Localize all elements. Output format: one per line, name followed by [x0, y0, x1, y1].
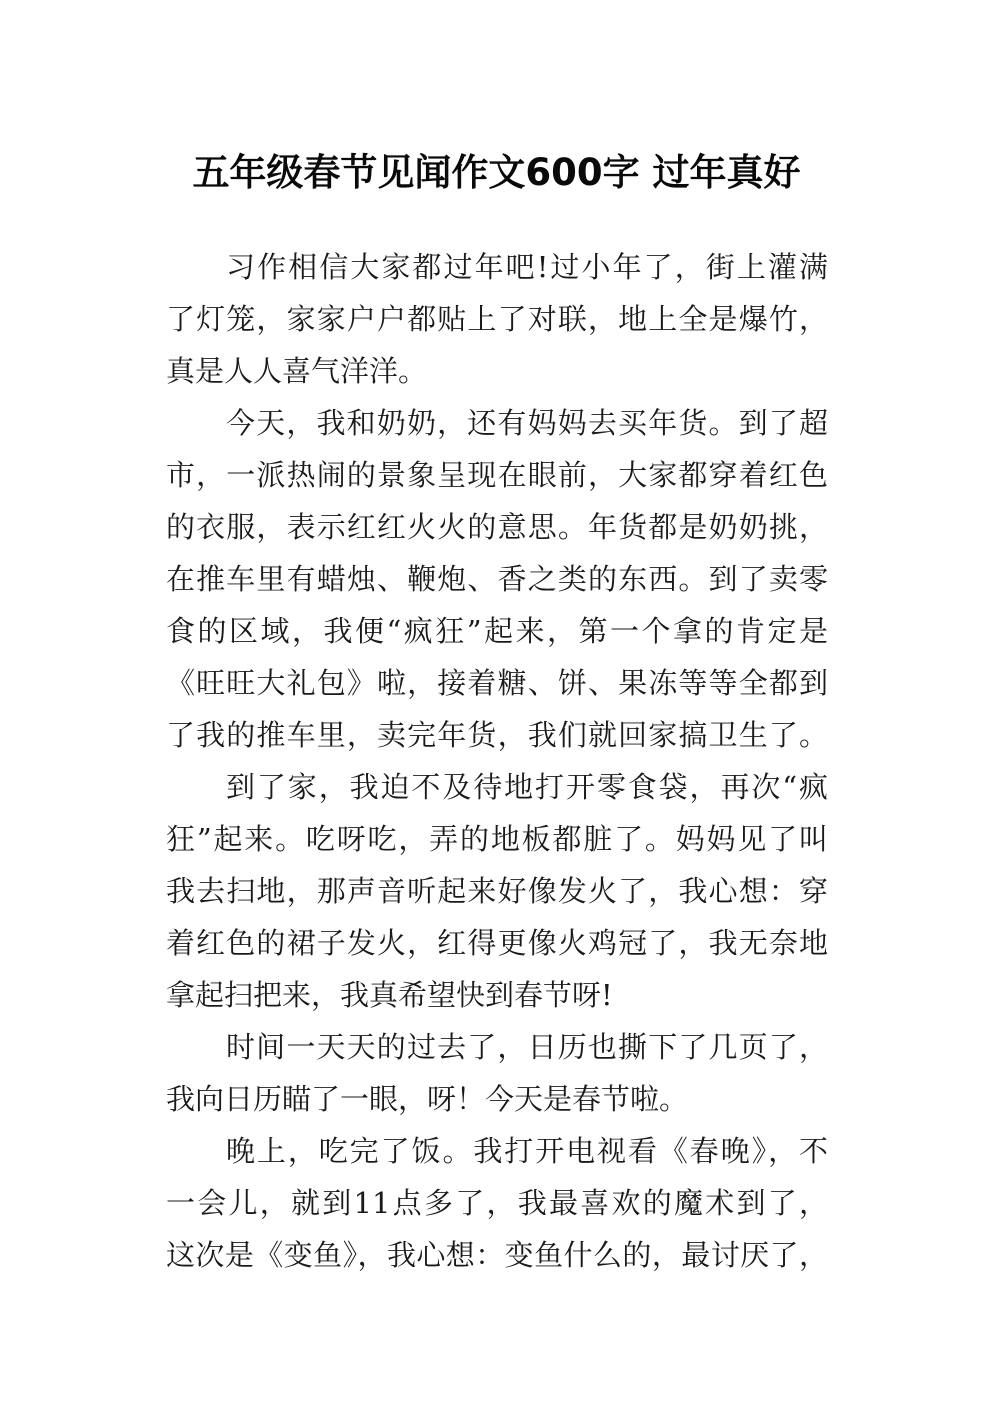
text-line: 了灯笼，家家户户都贴上了对联，地上全是爆竹，: [166, 302, 828, 336]
paragraph: [166, 397, 828, 761]
text-line: 市，一派热闹的景象呈现在眼前，大家都穿着红色: [166, 458, 828, 492]
document-title: 五年级春节见闻作文600字 过年真好: [192, 150, 801, 194]
text-line: 一会儿，就到11点多了，我最喜欢的魔术到了，: [166, 1186, 828, 1220]
text-line: 《旺旺大礼包》啦，接着糖、饼、果冻等等全都到: [166, 666, 828, 700]
text-line: 这次是《变鱼》，我心想：变鱼什么的，最讨厌了，: [166, 1238, 828, 1272]
text-line: 拿起扫把来，我真希望快到春节呀!: [166, 978, 613, 1012]
text-line: 今天，我和奶奶，还有妈妈去买年货。到了超: [226, 406, 828, 440]
text-line: 在推车里有蜡烛、鞭炮、香之类的东西。到了卖零: [166, 562, 828, 596]
text-line: 狂”起来。吃呀吃，弄的地板都脏了。妈妈见了叫: [166, 822, 828, 856]
paragraph: [166, 761, 828, 1021]
text-line: 时间一天天的过去了，日历也撕下了几页了，: [226, 1030, 828, 1064]
paragraph: [166, 241, 828, 397]
text-line: 我去扫地，那声音听起来好像发火了，我心想：穿: [166, 874, 828, 908]
text-line: 的衣服，表示红红火火的意思。年货都是奶奶挑，: [166, 510, 828, 544]
text-line: 习作相信大家都过年吧!过小年了，街上灌满: [226, 250, 828, 284]
text-line: 晚上，吃完了饭。我打开电视看《春晚》，不: [226, 1134, 828, 1168]
text-line: 到了家，我迫不及待地打开零食袋，再次“疯: [226, 770, 828, 804]
text-line: 我向日历瞄了一眼，呀！今天是春节啦。: [166, 1082, 689, 1116]
text-line: 着红色的裙子发火，红得更像火鸡冠了，我无奈地: [166, 926, 828, 960]
paragraph: [166, 1125, 828, 1281]
paragraph: [166, 1021, 828, 1125]
text-line: 了我的推车里，卖完年货，我们就回家搞卫生了。: [166, 718, 828, 752]
text-line: 真是人人喜气洋洋。: [166, 354, 428, 388]
document-body: [166, 241, 828, 1281]
text-line: 食的区域，我便“疯狂”起来，第一个拿的肯定是: [166, 614, 828, 648]
